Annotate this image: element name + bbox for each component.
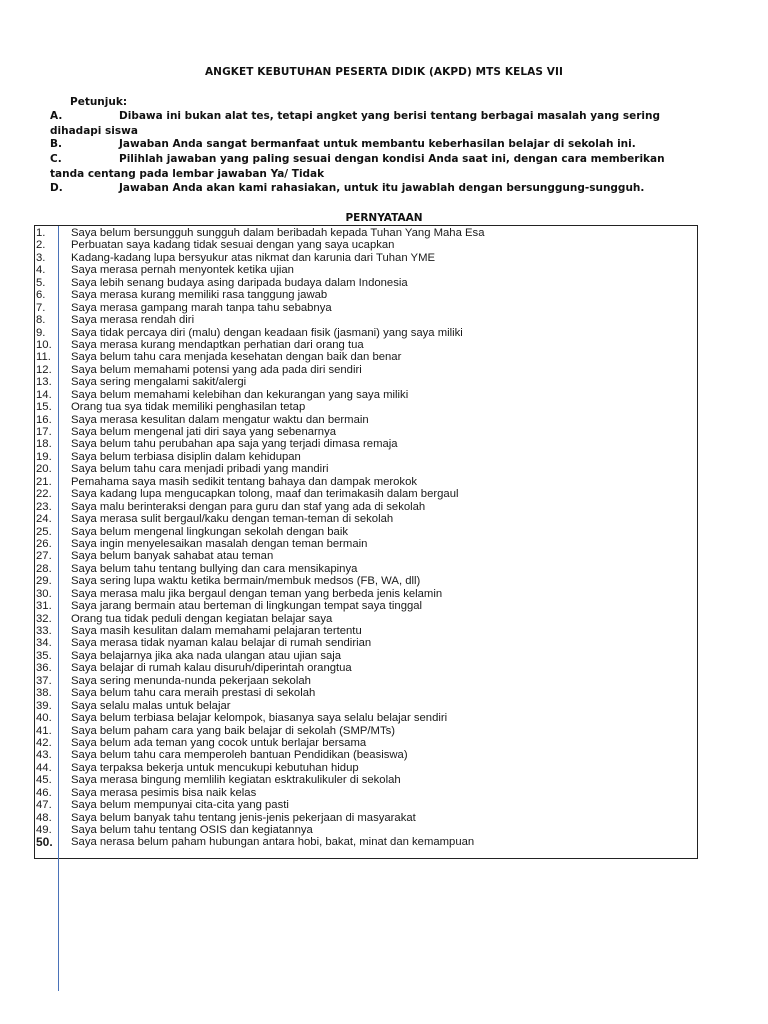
statement-number: 27. [36, 550, 52, 563]
statement-number: 16. [36, 413, 52, 426]
instruction-text: Jawaban Anda sangat bermanfaat untuk membantu keberhasilan belajar di sekolah ini. [119, 138, 636, 150]
statement-text: Saya merasa rendah diri [71, 314, 195, 327]
statement-row [35, 725, 695, 737]
statement-number: 12. [36, 363, 52, 376]
statement-number: 29. [36, 575, 52, 588]
statement-row [35, 526, 695, 538]
statement-number: 13. [36, 376, 52, 389]
statement-text: Saya merasa bingung memlilih kegiatan esktrakulikuler di sekolah [71, 774, 401, 787]
instructions-label: Petunjuk: [70, 96, 128, 108]
statement-text: Saya belum ada teman yang cocok untuk berlajar bersama [71, 736, 367, 749]
statement-row [35, 426, 695, 438]
statement-row [35, 364, 695, 376]
statement-text: Saya merasa kurang memiliki rasa tanggung jawab [71, 289, 328, 302]
statement-text: Saya belum bersungguh sungguh dalam beribadah kepada Tuhan Yang Maha Esa [71, 227, 485, 239]
statement-number: 7. [36, 301, 46, 314]
statement-row [35, 613, 695, 625]
statement-text: Saya malu berinteraksi dengan para guru dan staf yang ada di sekolah [71, 500, 426, 513]
statement-row [35, 712, 695, 724]
statement-number: 35. [36, 649, 52, 662]
statement-number: 9. [36, 326, 46, 339]
statement-row [35, 451, 695, 463]
statement-text: Saya nerasa belum paham hubungan antara hobi, bakat, minat dan kemampuan [71, 836, 475, 849]
statement-text: Saya belum memahami kelebihan dan kekurangan yang saya miliki [71, 388, 409, 401]
statement-number: 1. [36, 227, 46, 239]
statement-text: Saya belum tahu perubahan apa saja yang terjadi dimasa remaja [71, 438, 398, 451]
statement-text: Saya belum tahu cara memperoleh bantuan Pendidikan (beasiswa) [71, 749, 408, 762]
statement-number: 2. [36, 239, 46, 252]
statement-number: 44. [36, 761, 52, 774]
statement-text: Orang tua sya tidak memiliki penghasilan tetap [71, 401, 306, 414]
statement-number: 14. [36, 388, 52, 401]
statements-heading: PERNYATAAN [345, 212, 423, 224]
statement-text: Saya terpaksa bekerja untuk mencukupi kebutuhan hidup [71, 761, 359, 774]
statement-text: Saya belum terbiasa belajar kelompok, biasanya saya selalu belajar sendiri [71, 712, 448, 725]
instruction-d [50, 181, 700, 196]
statement-text: Saya selalu malas untuk belajar [71, 699, 231, 712]
statement-row [35, 401, 695, 413]
statement-text: Saya belum tahu tentang OSIS dan kegiatannya [71, 824, 313, 836]
statement-number: 34. [36, 637, 52, 650]
statement-number: 48. [36, 811, 52, 824]
statement-row [35, 762, 695, 774]
statement-number: 19. [36, 450, 52, 463]
statement-row [35, 351, 695, 363]
statement-number: 21. [36, 475, 52, 488]
statement-text: Kadang-kadang lupa bersyukur atas nikmat dan karunia dari Tuhan YME [71, 251, 436, 264]
statement-number: 36. [36, 662, 52, 675]
statement-number: 46. [36, 786, 52, 799]
statement-text: Saya tidak percaya diri (malu) dengan keadaan fisik (jasmani) yang saya miliki [71, 326, 463, 339]
statement-number: 40. [36, 712, 52, 725]
statement-row [35, 824, 695, 836]
statement-number: 41. [36, 724, 52, 737]
statement-text: Saya merasa pesimis bisa naik kelas [71, 786, 257, 799]
statement-row [35, 488, 695, 500]
statement-row [35, 376, 695, 388]
document-title: ANGKET KEBUTUHAN PESERTA DIDIK (AKPD) MTS KELAS VII [204, 66, 564, 78]
statement-text: Saya belum banyak sahabat atau teman [71, 550, 274, 563]
statement-text: Saya belum tahu tentang bullying dan cara mensikapinya [71, 562, 358, 575]
statement-text: Perbuatan saya kadang tidak sesuai dengan yang saya ucapkan [71, 239, 395, 252]
statement-text: Saya merasa gampang marah tanpa tahu sebabnya [71, 301, 332, 314]
statement-row [35, 550, 695, 562]
statement-row [35, 476, 695, 488]
statement-text: Saya sering menunda-nunda pekerjaan sekolah [71, 674, 311, 687]
instruction-text: Dibawa ini bukan alat tes, tetapi angket yang berisi tentang berbagai masalah yang sering dihadapi siswa [50, 110, 660, 137]
statement-number: 18. [36, 438, 52, 451]
statement-row [35, 264, 695, 276]
statement-text: Saya kadang lupa mengucapkan tolong, maaf dan terimakasih dalam bergaul [71, 488, 459, 501]
statement-text: Saya sering lupa waktu ketika bermain/membuk medsos (FB, WA, dll) [71, 575, 421, 588]
instruction-c [50, 152, 700, 182]
statement-row [35, 314, 695, 326]
statement-row [35, 327, 695, 339]
instruction-letter: C. [50, 153, 62, 165]
statement-row [35, 389, 695, 401]
statement-row [35, 700, 695, 712]
statement-text: Saya belum mengenal jati diri saya yang sebenarnya [71, 426, 337, 438]
statement-row [35, 575, 695, 587]
statement-row [35, 650, 695, 662]
statement-text: Saya merasa sulit bergaul/kaku dengan teman-teman di sekolah [71, 513, 394, 526]
statement-row [35, 563, 695, 575]
statement-row [35, 675, 695, 687]
statement-row [35, 812, 695, 824]
statement-row [35, 438, 695, 450]
statement-text: Saya belum banyak tahu tentang jenis-jenis pekerjaan di masyarakat [71, 811, 416, 824]
statement-row [35, 625, 695, 637]
instruction-letter: A. [50, 110, 63, 122]
statement-text: Saya belum paham cara yang baik belajar di sekolah (SMP/MTs) [71, 724, 395, 737]
statement-number: 11. [36, 351, 51, 364]
statement-row [35, 339, 695, 351]
statement-row [35, 637, 695, 649]
statement-text: Saya merasa kurang mendaptkan perhatian dari orang tua [71, 338, 364, 351]
statement-number: 33. [36, 625, 52, 637]
instruction-b [50, 137, 700, 152]
statement-number: 30. [36, 587, 52, 600]
statement-row [35, 538, 695, 550]
statement-number: 20. [36, 463, 52, 476]
statement-text: Saya belum tahu cara meraih prestasi di sekolah [71, 687, 316, 700]
statement-text: Saya belajarnya jika aka nada ulangan atau ujian saja [71, 649, 342, 662]
statement-row [35, 463, 695, 475]
statements-list [35, 227, 695, 849]
statement-number: 28. [36, 562, 52, 575]
statement-number: 4. [36, 264, 46, 277]
instruction-a [50, 109, 700, 139]
statement-row [35, 687, 695, 699]
statement-text: Saya merasa kesulitan dalam mengatur waktu dan bermain [71, 413, 369, 426]
statement-number: 39. [36, 699, 52, 712]
statement-text: Saya merasa malu jika bergaul dengan teman yang berbeda jenis kelamin [71, 587, 443, 600]
statement-text: Saya belum terbiasa disiplin dalam kehidupan [71, 450, 301, 463]
statement-row [35, 501, 695, 513]
statement-number: 26. [36, 537, 52, 550]
statement-number: 23. [36, 500, 52, 513]
statement-text: Saya jarang bermain atau berteman di lingkungan tempat saya tinggal [71, 600, 423, 613]
statement-row [35, 737, 695, 749]
statement-text: Saya merasa tidak nyaman kalau belajar di rumah sendirian [71, 637, 372, 650]
statement-number: 37. [36, 674, 52, 687]
statement-text: Saya lebih senang budaya asing daripada budaya dalam Indonesia [71, 276, 408, 289]
statement-text: Saya ingin menyelesaikan masalah dengan teman bermain [71, 537, 368, 550]
statement-text: Saya belajar di rumah kalau disuruh/diperintah orangtua [71, 662, 352, 675]
statement-text: Orang tua tidak peduli dengan kegiatan belajar saya [71, 612, 333, 625]
statement-number: 22. [36, 488, 52, 501]
statement-row [35, 239, 695, 251]
statement-row [35, 302, 695, 314]
instruction-letter: D. [50, 182, 63, 194]
statement-row [35, 836, 695, 848]
statement-number: 10. [36, 338, 52, 351]
statement-number: 50. [36, 835, 53, 850]
statement-row [35, 749, 695, 761]
statement-number: 6. [36, 289, 46, 302]
statement-number: 32. [36, 612, 52, 625]
instruction-letter: B. [50, 138, 62, 150]
instruction-text: Jawaban Anda akan kami rahasiakan, untuk itu jawablah dengan bersunggung-sungguh. [119, 182, 645, 194]
statement-row [35, 588, 695, 600]
statement-text: Saya belum tahu cara menjada kesehatan dengan baik dan benar [71, 351, 402, 364]
statement-row [35, 600, 695, 612]
statement-number: 38. [36, 687, 52, 700]
statement-number: 15. [36, 401, 52, 414]
statement-row [35, 662, 695, 674]
statement-row [35, 289, 695, 301]
statement-number: 24. [36, 513, 52, 526]
instruction-text: Pilihlah jawaban yang paling sesuai dengan kondisi Anda saat ini, dengan cara memberikan tanda centang pada lembar jawaban Ya/ Tidak [50, 153, 665, 180]
statement-number: 42. [36, 736, 52, 749]
statement-row [35, 799, 695, 811]
statement-number: 31. [36, 600, 52, 613]
statement-text: Saya sering mengalami sakit/alergi [71, 376, 247, 389]
statement-number: 47. [36, 799, 52, 812]
statement-text: Saya masih kesulitan dalam memahami pelajaran tertentu [71, 625, 362, 637]
statement-number: 25. [36, 525, 52, 538]
statement-text: Saya merasa pernah menyontek ketika ujian [71, 264, 294, 277]
statement-row [35, 227, 695, 239]
statement-number: 45. [36, 774, 52, 787]
statement-row [35, 414, 695, 426]
statement-number: 17. [36, 426, 52, 438]
statement-text: Saya belum tahu cara menjadi pribadi yang mandiri [71, 463, 329, 476]
statement-number: 49. [36, 824, 52, 836]
statement-number: 43. [36, 749, 52, 762]
statement-number: 8. [36, 314, 46, 327]
statement-row [35, 252, 695, 264]
statement-row [35, 513, 695, 525]
statement-text: Saya belum mengenal lingkungan sekolah dengan baik [71, 525, 348, 538]
statement-row [35, 787, 695, 799]
statement-text: Saya belum mempunyai cita-cita yang pasti [71, 799, 289, 812]
statement-text: Pemahama saya masih sedikit tentang bahaya dan dampak merokok [71, 475, 418, 488]
statement-row [35, 277, 695, 289]
statement-number: 5. [36, 276, 46, 289]
statement-row [35, 774, 695, 786]
statement-number: 3. [36, 251, 46, 264]
statement-text: Saya belum memahami potensi yang ada pada diri sendiri [71, 363, 362, 376]
